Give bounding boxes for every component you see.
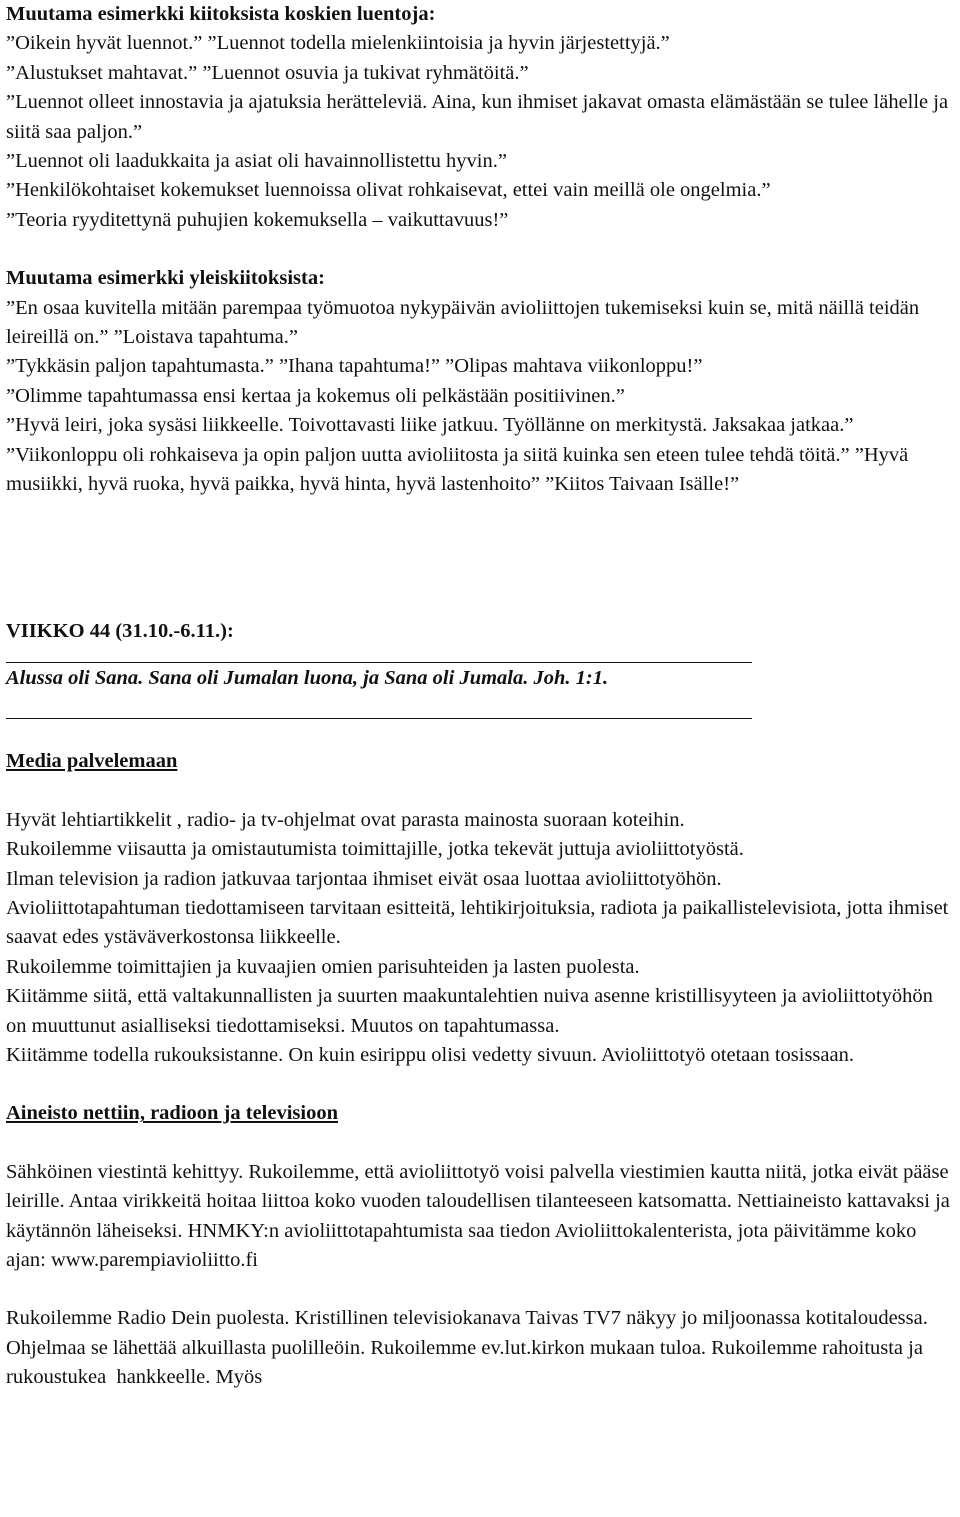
quote-line: ”Hyvä leiri, joka sysäsi liikkeelle. Toivottavasti liike jatkuu. Työllänne on merkitystä. Jaksakaa jatkaa.” ”Viikonloppu oli rohkaiseva ja opin paljon uutta avioliitosta ja siitä kuinka sen eteen tulee tehdä töitä.” ”Hyvä musiikki, hyvä ruoka, hyvä paikka, hyvä hinta, hyvä lastenhoito” ”Kiitos Taivaan Isälle!” xyxy=(6,414,914,496)
quote-line: ”Henkilökohtaiset kokemukset luennoissa olivat rohkaisevat, ettei vain meillä ole ongelmia.” xyxy=(6,179,771,202)
quote-line: ”Luennot oli laadukkaita ja asiat oli havainnollistettu hyvin.” xyxy=(6,150,507,173)
quote-line: ”Alustukset mahtavat.” ”Luennot osuvia ja tukivat ryhmätöitä.” xyxy=(6,61,529,84)
body-paragraph: Avioliittotapahtuman tiedottamiseen tarvitaan esitteitä, lehtikirjoituksia, radiota ja paikallistelevisiota, jotta ihmiset saavat edes ystäväverkostonsa liikkeelle. xyxy=(6,896,949,949)
body-paragraph: Rukoilemme Radio Dein puolesta. Kristillinen televisiokanava Taivas TV7 näkyy jo miljoonassa kotitaloudessa. Ohjelmaa se lähettää alkuillasta puolilleöin. Rukoilemme ev.lut.kirkon mukaan tuloa. Rukoilemme rahoitusta ja rukoustukea hankkeelle. Myös xyxy=(6,1307,933,1389)
bible-verse: Alussa oli Sana. Sana oli Jumalan luona, ja Sana oli Jumala. Joh. 1:1. xyxy=(6,666,609,689)
body-paragraph: Rukoilemme toimittajien ja kuvaajien omien parisuhteiden ja lasten puolesta. xyxy=(6,955,640,978)
quote-line: ”Teoria ryyditettynä puhujien kokemuksella – vaikuttavuus!” xyxy=(6,208,509,231)
document-page xyxy=(6,0,958,1393)
week-title: VIIKKO 44 (31.10.-6.11.): xyxy=(6,619,234,642)
quote-line: ”Olimme tapahtumassa ensi kertaa ja kokemus oli pelkästään positiivinen.” xyxy=(6,384,625,407)
body-paragraph: Sähköinen viestintä kehittyy. Rukoilemme, että avioliittotyö voisi palvella viestimien kautta niitä, jotka eivät pääse leirille. Antaa virikkeitä hoitaa liittoa koko vuoden taloudellisen tilanteeseen katsomatta. Nettiaineisto kattavaksi ja käytännön läheiseksi. HNMKY:n avioliittotapahtumista saa tiedon Avioliittokalenterista, jota päivitämme koko ajan: www.parempiavioliitto.fi xyxy=(6,1160,950,1271)
quote-line: ”Oikein hyvät luennot.” ”Luennot todella mielenkiintoisia ja hyvin järjestettyjä.” xyxy=(6,32,670,55)
section-heading-lecture-thanks: Muutama esimerkki kiitoksista koskien luentoja: xyxy=(6,3,436,25)
quote-line: ”En osaa kuvitella mitään parempaa työmuotoa nykypäivän avioliittojen tukemiseksi kuin se, mitä näillä teidän leireillä on.” ”Loistava tapahtuma.” xyxy=(6,296,925,349)
quote-line: ”Tykkäsin paljon tapahtumasta.” ”Ihana tapahtuma!” ”Olipas mahtava viikonloppu!” xyxy=(6,355,703,378)
body-paragraph: Hyvät lehtiartikkelit , radio- ja tv-ohjelmat ovat parasta mainosta suoraan koteihin. xyxy=(6,808,685,831)
section-heading-internet: Aineisto nettiin, radioon ja televisioon xyxy=(6,1102,338,1125)
divider-line xyxy=(6,718,752,719)
body-paragraph: Ilman television ja radion jatkuvaa tarjontaa ihmiset eivät osaa luottaa avioliittotyöhön. xyxy=(6,867,722,890)
body-paragraph: Rukoilemme viisautta ja omistautumista toimittajille, jotka tekevät juttuja avioliittotyöstä. xyxy=(6,838,744,861)
quote-line: ”Luennot olleet innostavia ja ajatuksia herätteleviä. Aina, kun ihmiset jakavat omasta elämästään se tulee lähelle ja siitä saa paljon.” xyxy=(6,91,954,143)
section-heading-media: Media palvelemaan xyxy=(6,750,178,773)
body-paragraph: Kiitämme todella rukouksistanne. On kuin esirippu olisi vedetty sivuun. Avioliittotyö otetaan tosissaan. xyxy=(6,1043,854,1066)
body-paragraph: Kiitämme siitä, että valtakunnallisten ja suurten maakuntalehtien nuiva asenne kristillisyyteen ja avioliittotyöhön on muuttunut asialliseksi tiedottamiseksi. Muutos on tapahtumassa. xyxy=(6,985,933,1037)
section-heading-general-thanks: Muutama esimerkki yleiskiitoksista: xyxy=(6,267,325,290)
divider-line xyxy=(6,662,752,663)
